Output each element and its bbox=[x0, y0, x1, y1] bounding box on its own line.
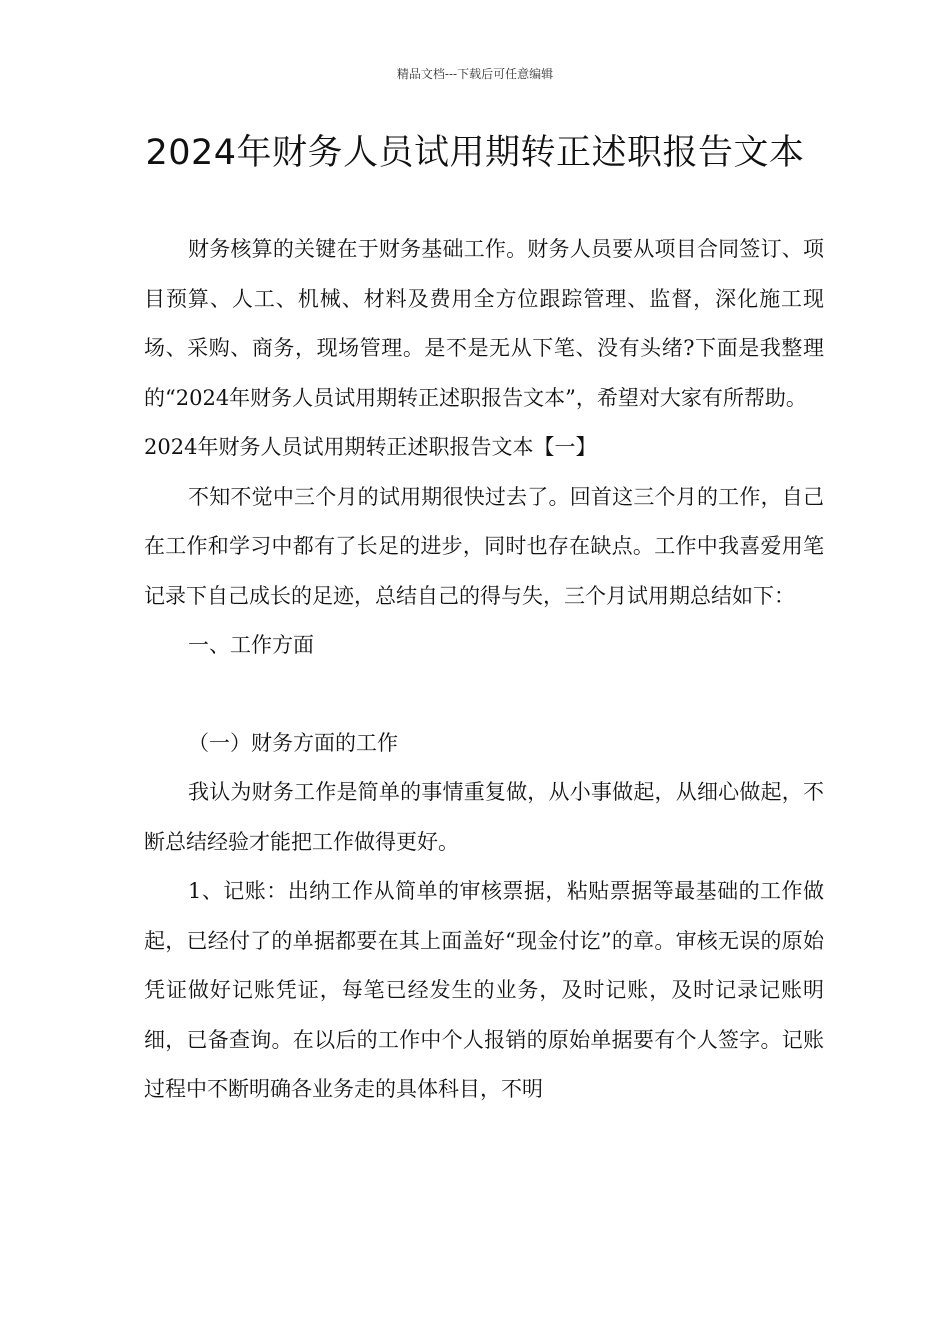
subsection-heading-finance: （一）财务方面的工作 bbox=[188, 730, 398, 755]
body-paragraph: 不知不觉中三个月的试用期很快过去了。回首这三个月的工作，自己在工作和学习中都有了长足的进步，同时也存在缺点。工作中我喜爱用笔记录下自己成长的足迹，总结自己的得与失，三个月试用期总结如下： bbox=[144, 484, 824, 608]
section-heading: 2024年财务人员试用期转正述职报告文本【一】 bbox=[144, 435, 597, 459]
spacer bbox=[144, 671, 824, 719]
header-note: 精品文档---下载后可任意编辑 bbox=[396, 67, 554, 81]
document-body bbox=[144, 225, 824, 1115]
intro-paragraph: 财务核算的关键在于财务基础工作。财务人员要从项目合同签订、项目预算、人工、机械、材料及费用全方位跟踪管理、监督，深化施工现场、采购、商务，现场管理。是不是无从下笔、没有头绪?下面是我整理的“2024年财务人员试用期转正述职报告文本”，希望对大家有所帮助。 bbox=[144, 237, 824, 410]
subsection-heading-work: 一、工作方面 bbox=[188, 633, 314, 657]
document-title: 2024年财务人员试用期转正述职报告文本 bbox=[145, 133, 805, 173]
body-paragraph: 1、记账：出纳工作从简单的审核票据，粘贴票据等最基础的工作做起，已经付了的单据都要在其上面盖好“现金付讫”的章。审核无误的原始凭证做好记账凭证，每笔已经发生的业务，及时记账，及时记录记账明细，已备查询。在以后的工作中个人报销的原始单据要有个人签字。记账过程中不断明确各业务走的具体科目，不明 bbox=[144, 879, 824, 1101]
body-paragraph: 我认为财务工作是简单的事情重复做，从小事做起，从细心做起，不断总结经验才能把工作做得更好。 bbox=[144, 780, 824, 854]
